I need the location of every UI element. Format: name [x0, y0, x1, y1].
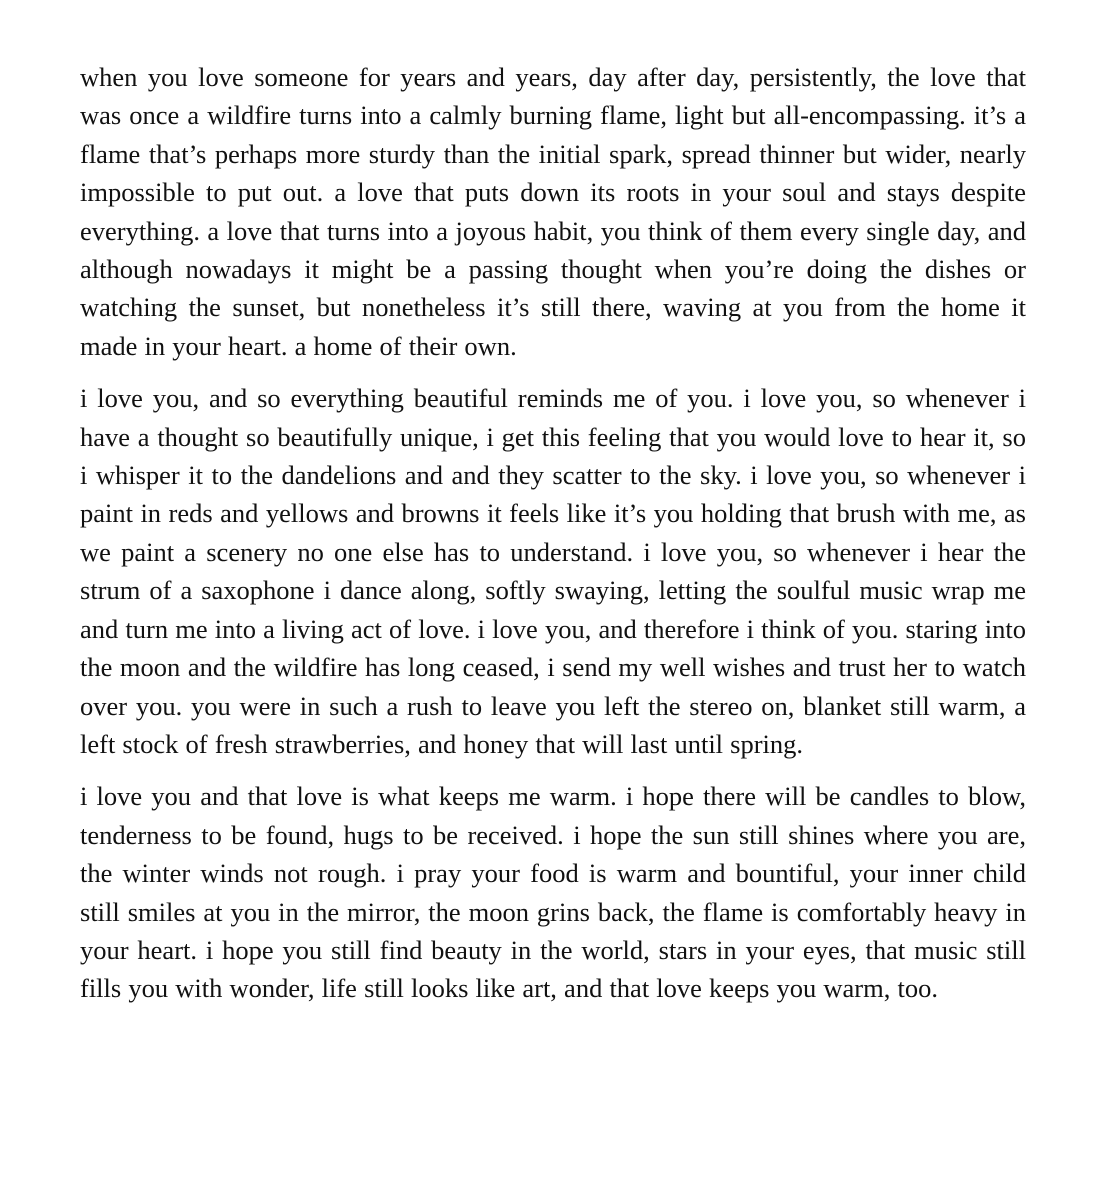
paragraph-3: i love you and that love is what keeps me warm. i hope there will be candles to blow, tenderness to be found, hugs to be received. i hope the sun still shines where you are, the winter winds not rough. i pray your food is warm and bountiful, your inner child still smiles at you in the mirror, the moon grins back, the flame is comfortably heavy in your heart. i hope you still find beauty in the world, stars in your eyes, that music still fills you with wonder, life still looks like art, and that love keeps you warm, too.	[80, 781, 1026, 1004]
paragraph-2: i love you, and so everything beautiful reminds me of you. i love you, so whenever i have a thought so beautifully unique, i get this feeling that you would love to hear it, so i whisper it to the dandelions and and they scatter to the sky. i love you, so whenever i paint in reds and yellows and browns it feels like it’s you holding that brush with me, as we paint a scenery no one else has to understand. i love you, so whenever i hear the strum of a saxophone i dance along, softly swaying, letting the soulful music wrap me and turn me into a living act of love. i love you, and therefore i think of you. staring into the moon and the wildfire has long ceased, i send my well wishes and trust her to watch over you. you were in such a rush to leave you left the stereo on, blanket still warm, a left stock of fresh strawberries, and honey that will last until spring.	[80, 383, 1026, 759]
paragraph-1: when you love someone for years and years, day after day, persistently, the love that was once a wildfire turns into a calmly burning flame, light but all-encompassing. it’s a flame that’s perhaps more sturdy than the initial spark, spread thinner but wider, nearly impossible to put out. a love that puts down its roots in your soul and stays despite everything. a love that turns into a joyous habit, you think of them every single day, and although nowadays it might be a passing thought when you’re doing the dishes or watching the sunset, but nonetheless it’s still there, waving at you from the home it made in your heart. a home of their own.	[80, 62, 1026, 361]
document-body	[80, 58, 1026, 1008]
